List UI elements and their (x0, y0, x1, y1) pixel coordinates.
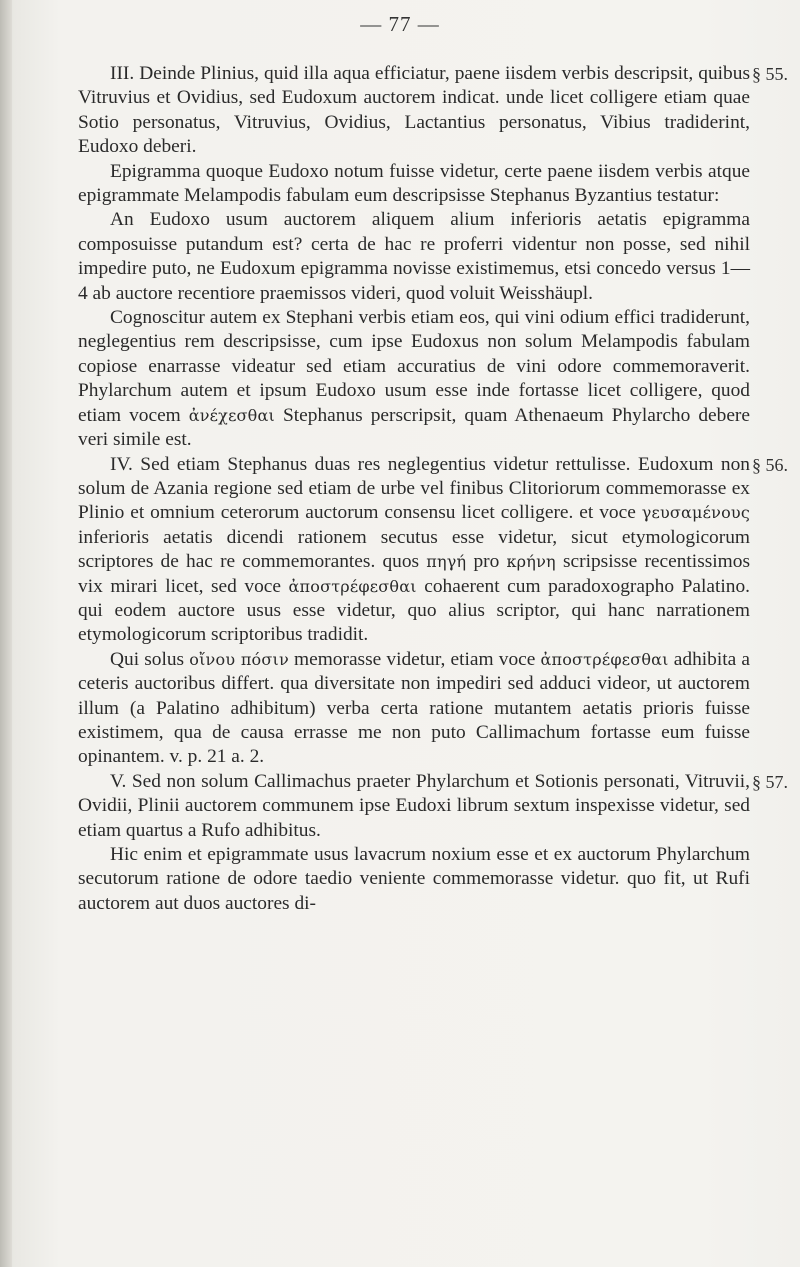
paragraph-text: memorasse videtur, etiam voce (288, 648, 541, 670)
paragraph-text: III. Deinde Plinius, quid illa aqua efficiatur, paene iisdem verbis descripsit, quibus Vitruvius et Ovidius, sed Eudoxum auctorem indicat. unde licet colligere etiam quae Sotio personatus, Vitruvius, Ovidius, Lactantius personatus, Vibius tradiderint, Eudoxo deberi. (78, 63, 750, 158)
greek-word: κρήνη (506, 552, 556, 572)
greek-word: οἴνου πόσιν (189, 649, 289, 669)
paragraph-text: An Eudoxo usum auctorem aliquem alium inferioris aetatis epigramma composuisse putandum est? certa de hac re proferri videntur non posse, sed nihil impedire puto, ne Eudoxum epigramma novisse existimemus, etsi concedo versus 1—4 ab auctore recentiore praemissos videri, quod voluit Weisshäupl. (78, 209, 750, 304)
paragraph-text: pro (466, 551, 507, 573)
paragraph-section-v (78, 770, 788, 843)
page-gutter-shadow (0, 0, 12, 1267)
paragraph-text: scripsisse recentissimos vix mirari licet, sed voce (78, 551, 750, 597)
paragraph-section-iii (78, 62, 788, 160)
paragraph-hic-enim (78, 843, 750, 916)
paragraph-text: V. Sed non solum Callimachus praeter Phylarchum et Sotionis personati, Vitruvii, Ovidii, Plinii auctorem communem ipse Eudoxi librum sextum inspexisse videtur, sed etiam quartus a Rufo adhibitus. (78, 770, 750, 841)
paragraph-text: inferioris aetatis dicendi rationem secutus esse videtur, sicut etymologicorum scriptores de hac re commemorantes. quos (78, 526, 750, 573)
greek-word: ἀνέχεσθαι (188, 405, 275, 425)
paragraph-qui-solus (78, 648, 750, 770)
page-number: — 77 — (360, 12, 440, 36)
paragraph-cognoscitur (78, 306, 750, 452)
section-marker: § 57. (752, 771, 788, 792)
paragraph-text: Hic enim et epigrammate usus lavacrum noxium esse et ex auctorum Phylarchum secutorum ratione de odore taedio veniente commemorasse videtur. quo fit, ut Rufi auctorem aut duos auctores di- (78, 844, 750, 914)
paragraph-text: cohaerent cum paradoxographo Palatino. qui eodem auctore usus esse videtur, quo alius scriptor, qui hanc narrationem etymologicorum scriptoribus tradidit. (78, 575, 750, 646)
paragraph-text: Epigramma quoque Eudoxo notum fuisse videtur, certe paene iisdem verbis atque epigrammate Melampodis fabulam eum descripsisse Stephanus Byzantius testatur: (78, 160, 750, 207)
body-text (78, 62, 788, 916)
section-marker: § 55. (752, 64, 788, 84)
greek-word: γευσαμένους (641, 503, 750, 523)
paragraph-text: Cognoscitur autem ex Stephani verbis etiam eos, qui vini odium effici tradiderunt, neglegentius rem descripsisse, cum ipse Eudoxus non solum Melampodis fabulam copiose enarrasse videatur sed etiam accuratius de vini odore commemoraverit. Phylarchum autem et ipsum Eudoxo usum esse inde fortasse licet colligere, quod etiam vocem (78, 307, 750, 426)
paragraph-section-iv (78, 453, 788, 648)
greek-word: ἀποστρέφεσθαι (288, 576, 417, 596)
paragraph-text: Qui solus (110, 648, 190, 670)
paragraph-epigramma (78, 160, 750, 209)
greek-word: ἀποστρέφεσθαι (540, 649, 669, 669)
greek-word: πηγή (426, 552, 467, 572)
paragraph-text: IV. Sed etiam Stephanus duas res neglegentius videtur rettulisse. Eudoxum non solum de Azania regione sed etiam de urbe vel finibus Clitoriorum commemorasse ex Plinio et omnium ceterorum auctorum consensu licet colligere. et voce (78, 453, 750, 524)
section-marker: § 56. (752, 454, 788, 475)
paragraph-text: adhibita a ceteris auctoribus differt. qua diversitate non impediri sed adduci videor, ut auctorem illum (a Palatino adhibitum) verba certa ratione mutantem aetatis prioris fuisse existimem, qua de causa errasse me non puto Callimachum fortasse eum fuisse opinantem. v. p. 21 a. 2. (78, 648, 751, 768)
paragraph-an-eudoxo (78, 208, 750, 306)
paragraph-text: Stephanus perscripsit, quam Athenaeum Phylarcho debere veri simile est. (78, 404, 750, 451)
